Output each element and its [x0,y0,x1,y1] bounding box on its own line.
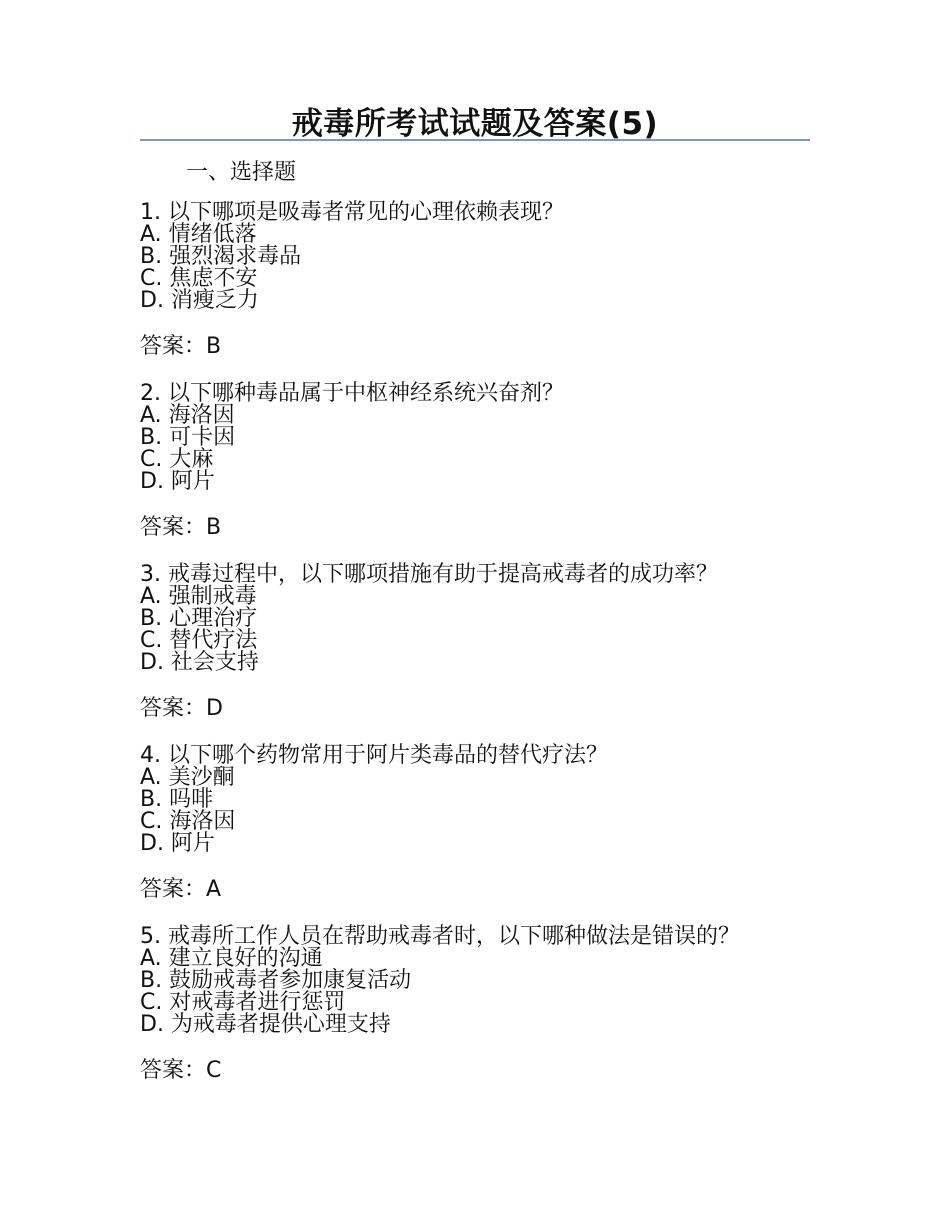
option-b: B. 心理治疗 [140,606,258,631]
answer-text: 答案：B [140,515,222,540]
option-d: D. 消瘦乏力 [140,288,259,313]
option-b: B. 鼓励戒毒者参加康复活动 [140,968,412,993]
option-a: A. 美沙酮 [140,765,235,790]
option-c: C. 焦虑不安 [140,266,258,291]
section-heading: 一、选择题 [186,160,297,185]
question-list [140,202,790,1107]
option-c: C. 对戒毒者进行惩罚 [140,990,346,1015]
question-4 [140,745,790,905]
option-a: A. 强制戒毒 [140,584,257,609]
question-text: 5. 戒毒所工作人员在帮助戒毒者时，以下哪种做法是错误的？ [140,924,740,949]
option-c: C. 海洛因 [140,809,236,834]
option-a: A. 海洛因 [140,403,235,428]
question-1 [140,202,790,362]
question-text: 2. 以下哪种毒品属于中枢神经系统兴奋剂？ [140,381,564,406]
option-d: D. 阿片 [140,469,215,494]
option-b: B. 可卡因 [140,425,236,450]
answer-text: 答案：D [140,696,223,721]
answer-text: 答案：A [140,877,222,902]
answer-text: 答案：B [140,334,222,359]
option-d: D. 社会支持 [140,650,259,675]
option-b: B. 吗啡 [140,787,214,812]
title-underline [140,139,810,141]
option-a: A. 情绪低落 [140,222,257,247]
question-3 [140,564,790,724]
answer-text: 答案：C [140,1058,222,1083]
question-text: 3. 戒毒过程中，以下哪项措施有助于提高戒毒者的成功率？ [140,562,718,587]
question-text: 4. 以下哪个药物常用于阿片类毒品的替代疗法？ [140,743,608,768]
option-c: C. 替代疗法 [140,628,258,653]
document-title: 戒毒所考试试题及答案(5) [291,106,659,142]
question-5 [140,926,790,1086]
option-c: C. 大麻 [140,447,214,472]
option-b: B. 强烈渴求毒品 [140,244,302,269]
option-d: D. 为戒毒者提供心理支持 [140,1012,391,1037]
question-text: 1. 以下哪项是吸毒者常见的心理依赖表现？ [140,200,564,225]
question-2 [140,383,790,543]
option-a: A. 建立良好的沟通 [140,946,323,971]
option-d: D. 阿片 [140,831,215,856]
